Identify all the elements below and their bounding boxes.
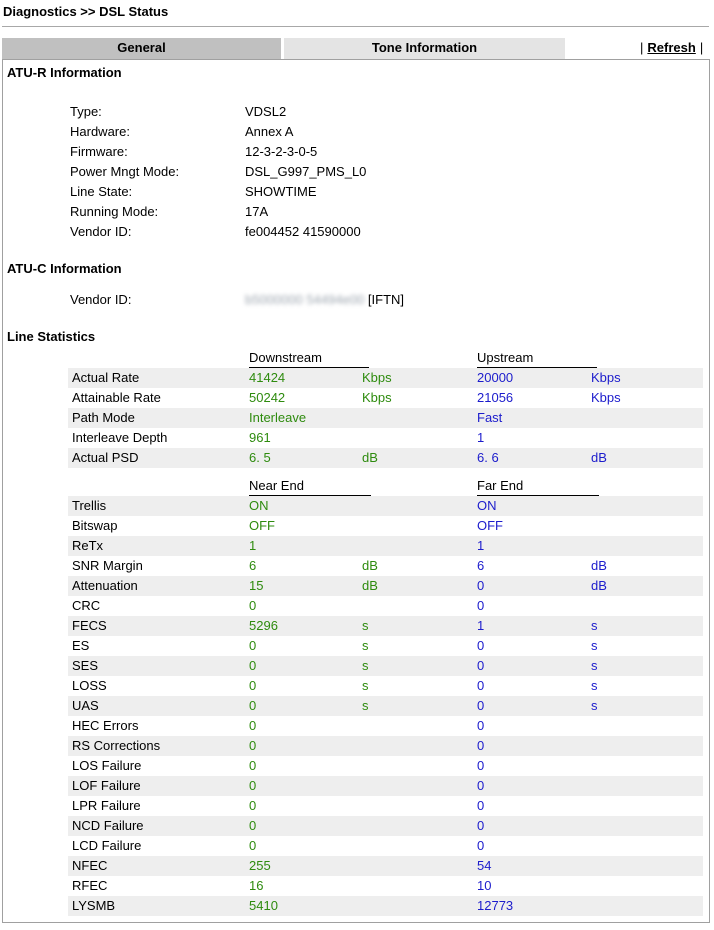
stats-row bbox=[68, 836, 703, 856]
stats-row bbox=[68, 496, 703, 516]
stats-row bbox=[68, 656, 703, 676]
stats-right-value: 0 bbox=[477, 658, 485, 673]
atur-info-label: Type: bbox=[70, 104, 102, 119]
stats-row bbox=[68, 816, 703, 836]
downstream-header: Downstream bbox=[249, 349, 369, 368]
stats-left-value: 0 bbox=[249, 638, 257, 653]
stats-left-value: 5296 bbox=[249, 618, 278, 633]
atur-heading: ATU-R Information bbox=[7, 65, 122, 80]
stats-row-label: LCD Failure bbox=[72, 838, 142, 853]
stats-right-unit: dB bbox=[591, 450, 607, 465]
line-stats-heading: Line Statistics bbox=[7, 329, 96, 344]
stats-right-unit: s bbox=[591, 698, 598, 713]
stats-right-value: 0 bbox=[477, 738, 485, 753]
far-end-header: Far End bbox=[477, 477, 599, 496]
atur-info-value: 17A bbox=[245, 204, 269, 219]
stats-left-unit: dB bbox=[362, 578, 378, 593]
stats-right-unit: dB bbox=[591, 558, 607, 573]
atur-info-value: VDSL2 bbox=[245, 104, 287, 119]
stats-row bbox=[68, 856, 703, 876]
refresh-separator-left: | bbox=[640, 40, 644, 55]
stats-right-value: 6. 6 bbox=[477, 450, 499, 465]
stats-left-value: Interleave bbox=[249, 410, 307, 425]
stats-right-value: 1 bbox=[477, 538, 485, 553]
stats-row-label: HEC Errors bbox=[72, 718, 139, 733]
stats-right-value: 0 bbox=[477, 578, 485, 593]
stats-right-value: 12773 bbox=[477, 898, 514, 913]
stats-right-unit: Kbps bbox=[591, 370, 621, 385]
stats-row-label: RS Corrections bbox=[72, 738, 161, 753]
stats-row bbox=[68, 696, 703, 716]
stats-row-label: UAS bbox=[72, 698, 99, 713]
stats-right-value: OFF bbox=[477, 518, 503, 533]
stats-right-value: 0 bbox=[477, 758, 485, 773]
stats-right-value: 0 bbox=[477, 798, 485, 813]
atur-info-label: Firmware: bbox=[70, 144, 128, 159]
atur-info-label: Power Mngt Mode: bbox=[70, 164, 180, 179]
stats-row-label: NFEC bbox=[72, 858, 108, 873]
stats-left-unit: Kbps bbox=[362, 370, 392, 385]
refresh-link[interactable]: Refresh bbox=[647, 40, 696, 55]
atur-info-label: Hardware: bbox=[70, 124, 130, 139]
stats-row-label: NCD Failure bbox=[72, 818, 144, 833]
stats-row-label: RFEC bbox=[72, 878, 108, 893]
stats-left-value: 0 bbox=[249, 698, 257, 713]
stats-row-label: LOS Failure bbox=[72, 758, 142, 773]
atuc-vendor-label: Vendor ID: bbox=[70, 292, 132, 307]
stats-row bbox=[68, 676, 703, 696]
stats-right-value: 54 bbox=[477, 858, 492, 873]
stats-left-value: ON bbox=[249, 498, 269, 513]
stats-right-value: Fast bbox=[477, 410, 503, 425]
stats-row bbox=[68, 736, 703, 756]
stats-left-unit: s bbox=[362, 618, 369, 633]
stats-row bbox=[68, 756, 703, 776]
atur-info-label: Running Mode: bbox=[70, 204, 159, 219]
stats-right-value: 0 bbox=[477, 698, 485, 713]
stats-left-value: 0 bbox=[249, 778, 257, 793]
stats-row-label: Actual PSD bbox=[72, 450, 139, 465]
stats-left-value: 255 bbox=[249, 858, 271, 873]
atur-info-value: Annex A bbox=[245, 124, 294, 139]
atuc-heading: ATU-C Information bbox=[7, 261, 122, 276]
refresh-separator-right: | bbox=[699, 40, 704, 55]
stats-row-label: LOF Failure bbox=[72, 778, 141, 793]
stats-row bbox=[68, 448, 703, 468]
stats-right-value: 0 bbox=[477, 838, 485, 853]
stats-right-value: 10 bbox=[477, 878, 492, 893]
stats-row bbox=[68, 876, 703, 896]
stats-left-value: 0 bbox=[249, 718, 257, 733]
stats-left-unit: s bbox=[362, 678, 369, 693]
stats-row bbox=[68, 536, 703, 556]
upstream-header: Upstream bbox=[477, 349, 597, 368]
stats-left-value: 1 bbox=[249, 538, 257, 553]
stats-row-label: SNR Margin bbox=[72, 558, 143, 573]
stats-left-value: OFF bbox=[249, 518, 275, 533]
stats-left-value: 0 bbox=[249, 818, 257, 833]
stats-left-unit: Kbps bbox=[362, 390, 392, 405]
stats-left-value: 6. 5 bbox=[249, 450, 271, 465]
stats-left-unit: s bbox=[362, 658, 369, 673]
tab-tone-information[interactable]: Tone Information bbox=[284, 38, 565, 59]
stats-row-label: FECS bbox=[72, 618, 107, 633]
stats-left-value: 0 bbox=[249, 598, 257, 613]
stats-right-value: 0 bbox=[477, 778, 485, 793]
stats-right-unit: s bbox=[591, 658, 598, 673]
stats-left-value: 961 bbox=[249, 430, 271, 445]
stats-row bbox=[68, 776, 703, 796]
atur-info-value: SHOWTIME bbox=[245, 184, 317, 199]
stats-left-unit: s bbox=[362, 638, 369, 653]
stats-row bbox=[68, 896, 703, 916]
stats-right-value: 0 bbox=[477, 718, 485, 733]
stats-left-value: 0 bbox=[249, 738, 257, 753]
stats-left-value: 15 bbox=[249, 578, 264, 593]
stats-row bbox=[68, 796, 703, 816]
stats-row bbox=[68, 428, 703, 448]
stats-right-unit: s bbox=[591, 678, 598, 693]
refresh-area bbox=[640, 40, 703, 55]
stats-left-value: 0 bbox=[249, 798, 257, 813]
stats-left-value: 0 bbox=[249, 678, 257, 693]
stats-left-value: 5410 bbox=[249, 898, 278, 913]
stats-right-value: 0 bbox=[477, 818, 485, 833]
stats-row bbox=[68, 636, 703, 656]
atur-info-label: Vendor ID: bbox=[70, 224, 132, 239]
stats-row bbox=[68, 716, 703, 736]
stats-right-value: 6 bbox=[477, 558, 485, 573]
stats-right-value: 1 bbox=[477, 618, 485, 633]
stats-right-value: 0 bbox=[477, 638, 485, 653]
atur-info-value: DSL_G997_PMS_L0 bbox=[245, 164, 367, 179]
stats-row bbox=[68, 388, 703, 408]
stats-row-label: Actual Rate bbox=[72, 370, 140, 385]
stats-right-value: ON bbox=[477, 498, 497, 513]
stats-row-label: Attenuation bbox=[72, 578, 138, 593]
stats-row bbox=[68, 516, 703, 536]
stats-right-value: 0 bbox=[477, 678, 485, 693]
title-divider bbox=[2, 26, 709, 27]
stats-row-label: Bitswap bbox=[72, 518, 118, 533]
stats-left-value: 50242 bbox=[249, 390, 286, 405]
stats-left-value: 0 bbox=[249, 838, 257, 853]
stats-left-value: 16 bbox=[249, 878, 264, 893]
stats-row bbox=[68, 556, 703, 576]
stats-row-label: LYSMB bbox=[72, 898, 116, 913]
stats-left-value: 0 bbox=[249, 658, 257, 673]
stats-row-label: ES bbox=[72, 638, 90, 653]
stats-row-label: LOSS bbox=[72, 678, 107, 693]
stats-left-unit: dB bbox=[362, 558, 378, 573]
stats-right-value: 1 bbox=[477, 430, 485, 445]
near-end-header: Near End bbox=[249, 477, 371, 496]
stats-row-label: Interleave Depth bbox=[72, 430, 168, 445]
tab-general[interactable]: General bbox=[2, 38, 281, 59]
stats-row bbox=[68, 616, 703, 636]
stats-left-value: 41424 bbox=[249, 370, 286, 385]
atur-info-label: Line State: bbox=[70, 184, 133, 199]
atuc-vendor-suffix: [IFTN] bbox=[367, 292, 405, 307]
stats-left-value: 6 bbox=[249, 558, 257, 573]
stats-right-value: 20000 bbox=[477, 370, 514, 385]
atur-info-value: fe004452 41590000 bbox=[245, 224, 361, 239]
stats-right-unit: Kbps bbox=[591, 390, 621, 405]
stats-row-label: Attainable Rate bbox=[72, 390, 161, 405]
stats-row-label: CRC bbox=[72, 598, 101, 613]
stats-left-unit: s bbox=[362, 698, 369, 713]
stats-row-label: SES bbox=[72, 658, 99, 673]
atuc-vendor-blurred: b5000000 54494e00 bbox=[245, 292, 365, 307]
stats-row bbox=[68, 576, 703, 596]
stats-right-unit: s bbox=[591, 638, 598, 653]
stats-row-label: Path Mode bbox=[72, 410, 135, 425]
stats-right-value: 0 bbox=[477, 598, 485, 613]
stats-right-value: 21056 bbox=[477, 390, 514, 405]
stats-left-value: 0 bbox=[249, 758, 257, 773]
stats-right-unit: s bbox=[591, 618, 598, 633]
stats-row-label: ReTx bbox=[72, 538, 104, 553]
page-title: Diagnostics >> DSL Status bbox=[3, 4, 169, 19]
atur-info-value: 12-3-2-3-0-5 bbox=[245, 144, 318, 159]
stats-row-label: LPR Failure bbox=[72, 798, 141, 813]
stats-row bbox=[68, 368, 703, 388]
stats-row bbox=[68, 408, 703, 428]
stats-right-unit: dB bbox=[591, 578, 607, 593]
stats-left-unit: dB bbox=[362, 450, 378, 465]
stats-row bbox=[68, 596, 703, 616]
stats-row-label: Trellis bbox=[72, 498, 107, 513]
atuc-vendor-value bbox=[245, 290, 404, 310]
